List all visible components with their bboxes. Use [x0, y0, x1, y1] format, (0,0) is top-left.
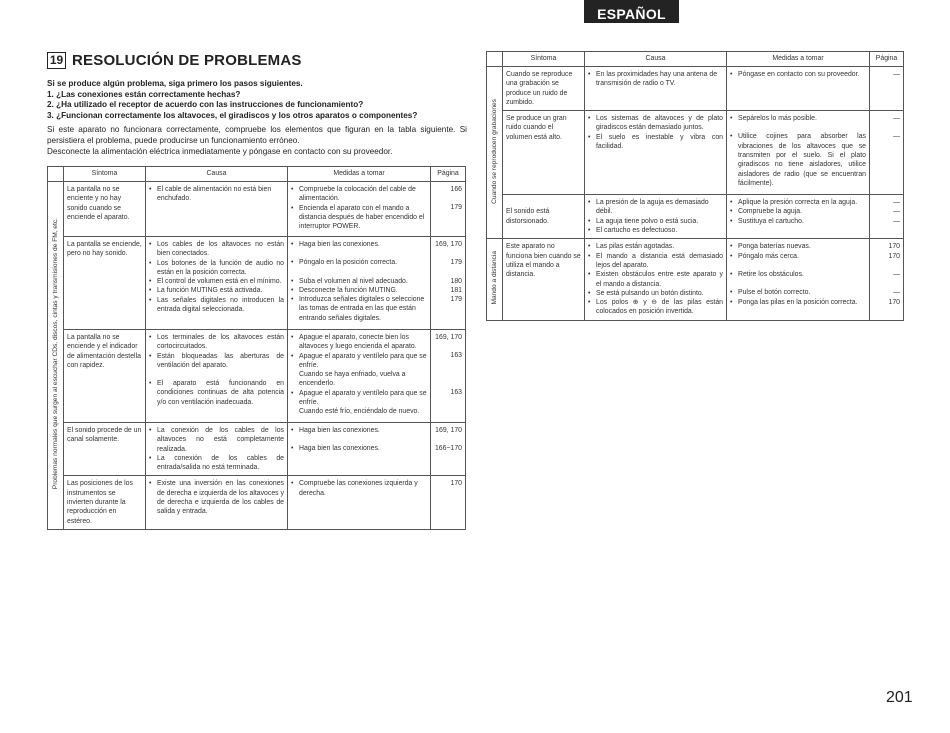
table-header-row: [487, 52, 904, 67]
symptom-cell: La pantalla no se enciente y no hay sonido cuando se enciende el aparato.: [64, 182, 146, 237]
intro-paragraph: Si este aparato no funcionara correctamente, compruebe los elementos que figuran en la tabla siguiente. Si persistiera el problema, puede producirse un funcionamiento erróneo.: [47, 125, 467, 145]
table-row: [487, 111, 904, 195]
cause-cell: • Los cables de los altavoces no están bien conectados. • Los botones de la función de audio no están en la posición correcta. • El control de volumen está en el mínimo. • La función MUTING está activada. • Las señales digitales no introducen la entrada digital seleccionada.: [146, 237, 288, 330]
section-heading: [47, 50, 302, 70]
cause-cell: • Los terminales de los altavoces están cortocircuitados. • Están bloqueadas las aberturas de ventilación del aparato. • El aparato está funcionando en condiciones continuas de alta potencia y/o con ventilación inadecuada.: [146, 330, 288, 423]
measures-cell: • Aplique la presión correcta en la aguja. • Compruebe la aguja. • Sustituya el cartucho.: [727, 195, 870, 239]
intro-paragraph: Desconecte la alimentación eléctrica inmediatamente y póngase en contacto con su proveedor.: [47, 146, 393, 156]
page-title: RESOLUCIÓN DE PROBLEMAS: [72, 51, 302, 69]
page-cell: — — —: [870, 195, 904, 239]
measures-cell: • Póngase en contacto con su proveedor.: [727, 67, 870, 111]
troubleshooting-table-right: [486, 51, 904, 321]
page-cell: 170 170 — — 170: [870, 239, 904, 320]
table-row: [48, 423, 466, 476]
group-label-cell: [487, 67, 503, 239]
page-cell: —: [870, 67, 904, 111]
group-label: Mando a distancia: [490, 251, 498, 305]
measures-cell: • Apague el aparato, conecte bien los altavoces y luego encienda el aparato. • Apague el aparato y ventílelo para que se enfríe. Cuando se haya enfriado, vuelva a encenderlo. • Apague el aparato y ventílelo para que se enfríe. Cuando esté frío, enciéndalo de nuevo.: [288, 330, 431, 423]
header-measures: Medidas a tomar: [288, 167, 431, 182]
symptom-cell: Este aparato no funciona bien cuando se utiliza el mando a distancia.: [503, 239, 585, 320]
symptom-cell: La pantalla no se enciende y el indicador de alimentación destella con rapidez.: [64, 330, 146, 423]
group-label-cell: [487, 239, 503, 320]
intro-line: 1. ¿Las conexiones están correctamente hechas?: [47, 89, 241, 99]
page-cell: 166 179: [431, 182, 466, 237]
cause-cell: • El cable de alimentación no está bien enchufado.: [146, 182, 288, 237]
header-cause: Causa: [146, 167, 288, 182]
cause-cell: • La conexión de los cables de los altavoces no está completamente realizada. • La conexión de los cables de entrada/salida no está terminada.: [146, 423, 288, 476]
cause-cell: • Los sistemas de altavoces y de plato giradiscos están demasiado juntos. • El suelo es inestable y vibra con facilidad.: [585, 111, 727, 195]
cause-cell: • Existe una inversión en las conexiones de derecha e izquierda de los altavoces y de derecha e izquierda de los cables de salida y entrada.: [146, 476, 288, 529]
symptom-cell: La pantalla se enciende, pero no hay sonido.: [64, 237, 146, 330]
table-row: [48, 330, 466, 423]
table-row: [487, 239, 904, 320]
table-row: [48, 182, 466, 237]
table-row: [48, 237, 466, 330]
group-label: Cuando se reproducen grabaciones: [490, 98, 498, 204]
table-row: [487, 195, 904, 239]
header-spacer: [48, 167, 64, 182]
measures-cell: • Ponga baterías nuevas. • Póngalo más cerca. • Retire los obstáculos. • Pulse el botón correcto. • Ponga las pilas en la posición correcta.: [727, 239, 870, 320]
header-cause: Causa: [585, 52, 727, 67]
symptom-cell: El sonido procede de un canal solamente.: [64, 423, 146, 476]
header-page: Página: [431, 167, 466, 182]
measures-cell: • Haga bien las conexiones. • Haga bien las conexiones.: [288, 423, 431, 476]
troubleshooting-table-left: [47, 166, 466, 530]
intro-line: Si se produce algún problema, siga primero los pasos siguientes.: [47, 79, 303, 88]
page-number: 201: [886, 689, 913, 706]
header-page: Página: [870, 52, 904, 67]
measures-cell: • Compruebe las conexiones izquierda y derecha.: [288, 476, 431, 529]
measures-cell: • Sepárelos lo más posible. • Utilice cojines para absorber las vibraciones de los altavoces que se transmiten por el suelo. Si el plato giradiscos no tiene aisladores, utilice aisladores de radio (que se encuentran fácilmente).: [727, 111, 870, 195]
page-cell: — —: [870, 111, 904, 195]
symptom-cell: Cuando se reproduce una grabación se produce un ruido de zumbido.: [503, 67, 585, 111]
intro-line: 3. ¿Funcionan correctamente los altavoces, el giradiscos y los otros aparatos o componentes?: [47, 110, 418, 120]
measures-cell: • Haga bien las conexiones. • Póngalo en la posición correcta. • Suba el volumen al nivel adecuado. • Desconecte la función MUTING. • Introduzca señales digitales o seleccione las tomas de entrada en las que están entrando señales digitales.: [288, 237, 431, 330]
header-symptom: Síntoma: [503, 52, 585, 67]
group-label: Problemas normales que surgen al escuchar CDs, discos, cintas y transmisiones de FM, etc.: [51, 218, 59, 490]
page-cell: 169, 170 179 180 181 179: [431, 237, 466, 330]
table-row: [48, 476, 466, 529]
cause-cell: • Las pilas están agotadas. • El mando a distancia está demasiado lejos del aparato. • Existen obstáculos entre este aparato y el mando a distancia. • Se está pulsando un botón distinto. • Los polos ⊕ y ⊖ de las pilas están colocados en posición invertida.: [585, 239, 727, 320]
table-header-row: [48, 167, 466, 182]
section-number: 19: [47, 52, 66, 69]
table-row: [487, 67, 904, 111]
header-symptom: Síntoma: [64, 167, 146, 182]
header-measures: Medidas a tomar: [727, 52, 870, 67]
measures-cell: • Compruebe la colocación del cable de alimentación. • Encienda el aparato con el mando a distancia después de haber encendido el interruptor POWER.: [288, 182, 431, 237]
cause-cell: • En las proximidades hay una antena de transmisión de radio o TV.: [585, 67, 727, 111]
page-cell: 170: [431, 476, 466, 529]
page-cell: 169, 170 163 163: [431, 330, 466, 423]
symptom-cell: Las posiciones de los instrumentos se invierten durante la reproducción en estéreo.: [64, 476, 146, 529]
cause-cell: • La presión de la aguja es demasiado débil. • La aguja tiene polvo o está sucia. • El cartucho es defectuoso.: [585, 195, 727, 239]
language-badge: ESPAÑOL: [584, 0, 679, 23]
group-label-cell: [48, 182, 64, 530]
page-cell: 169, 170 166~170: [431, 423, 466, 476]
symptom-cell: El sonido está distorsionado.: [503, 195, 585, 239]
intro-block: [47, 79, 467, 157]
symptom-cell: Se produce un gran ruido cuando el volumen está alto.: [503, 111, 585, 195]
intro-line: 2. ¿Ha utilizado el receptor de acuerdo con las instrucciones de funcionamiento?: [47, 100, 364, 110]
header-spacer: [487, 52, 503, 67]
